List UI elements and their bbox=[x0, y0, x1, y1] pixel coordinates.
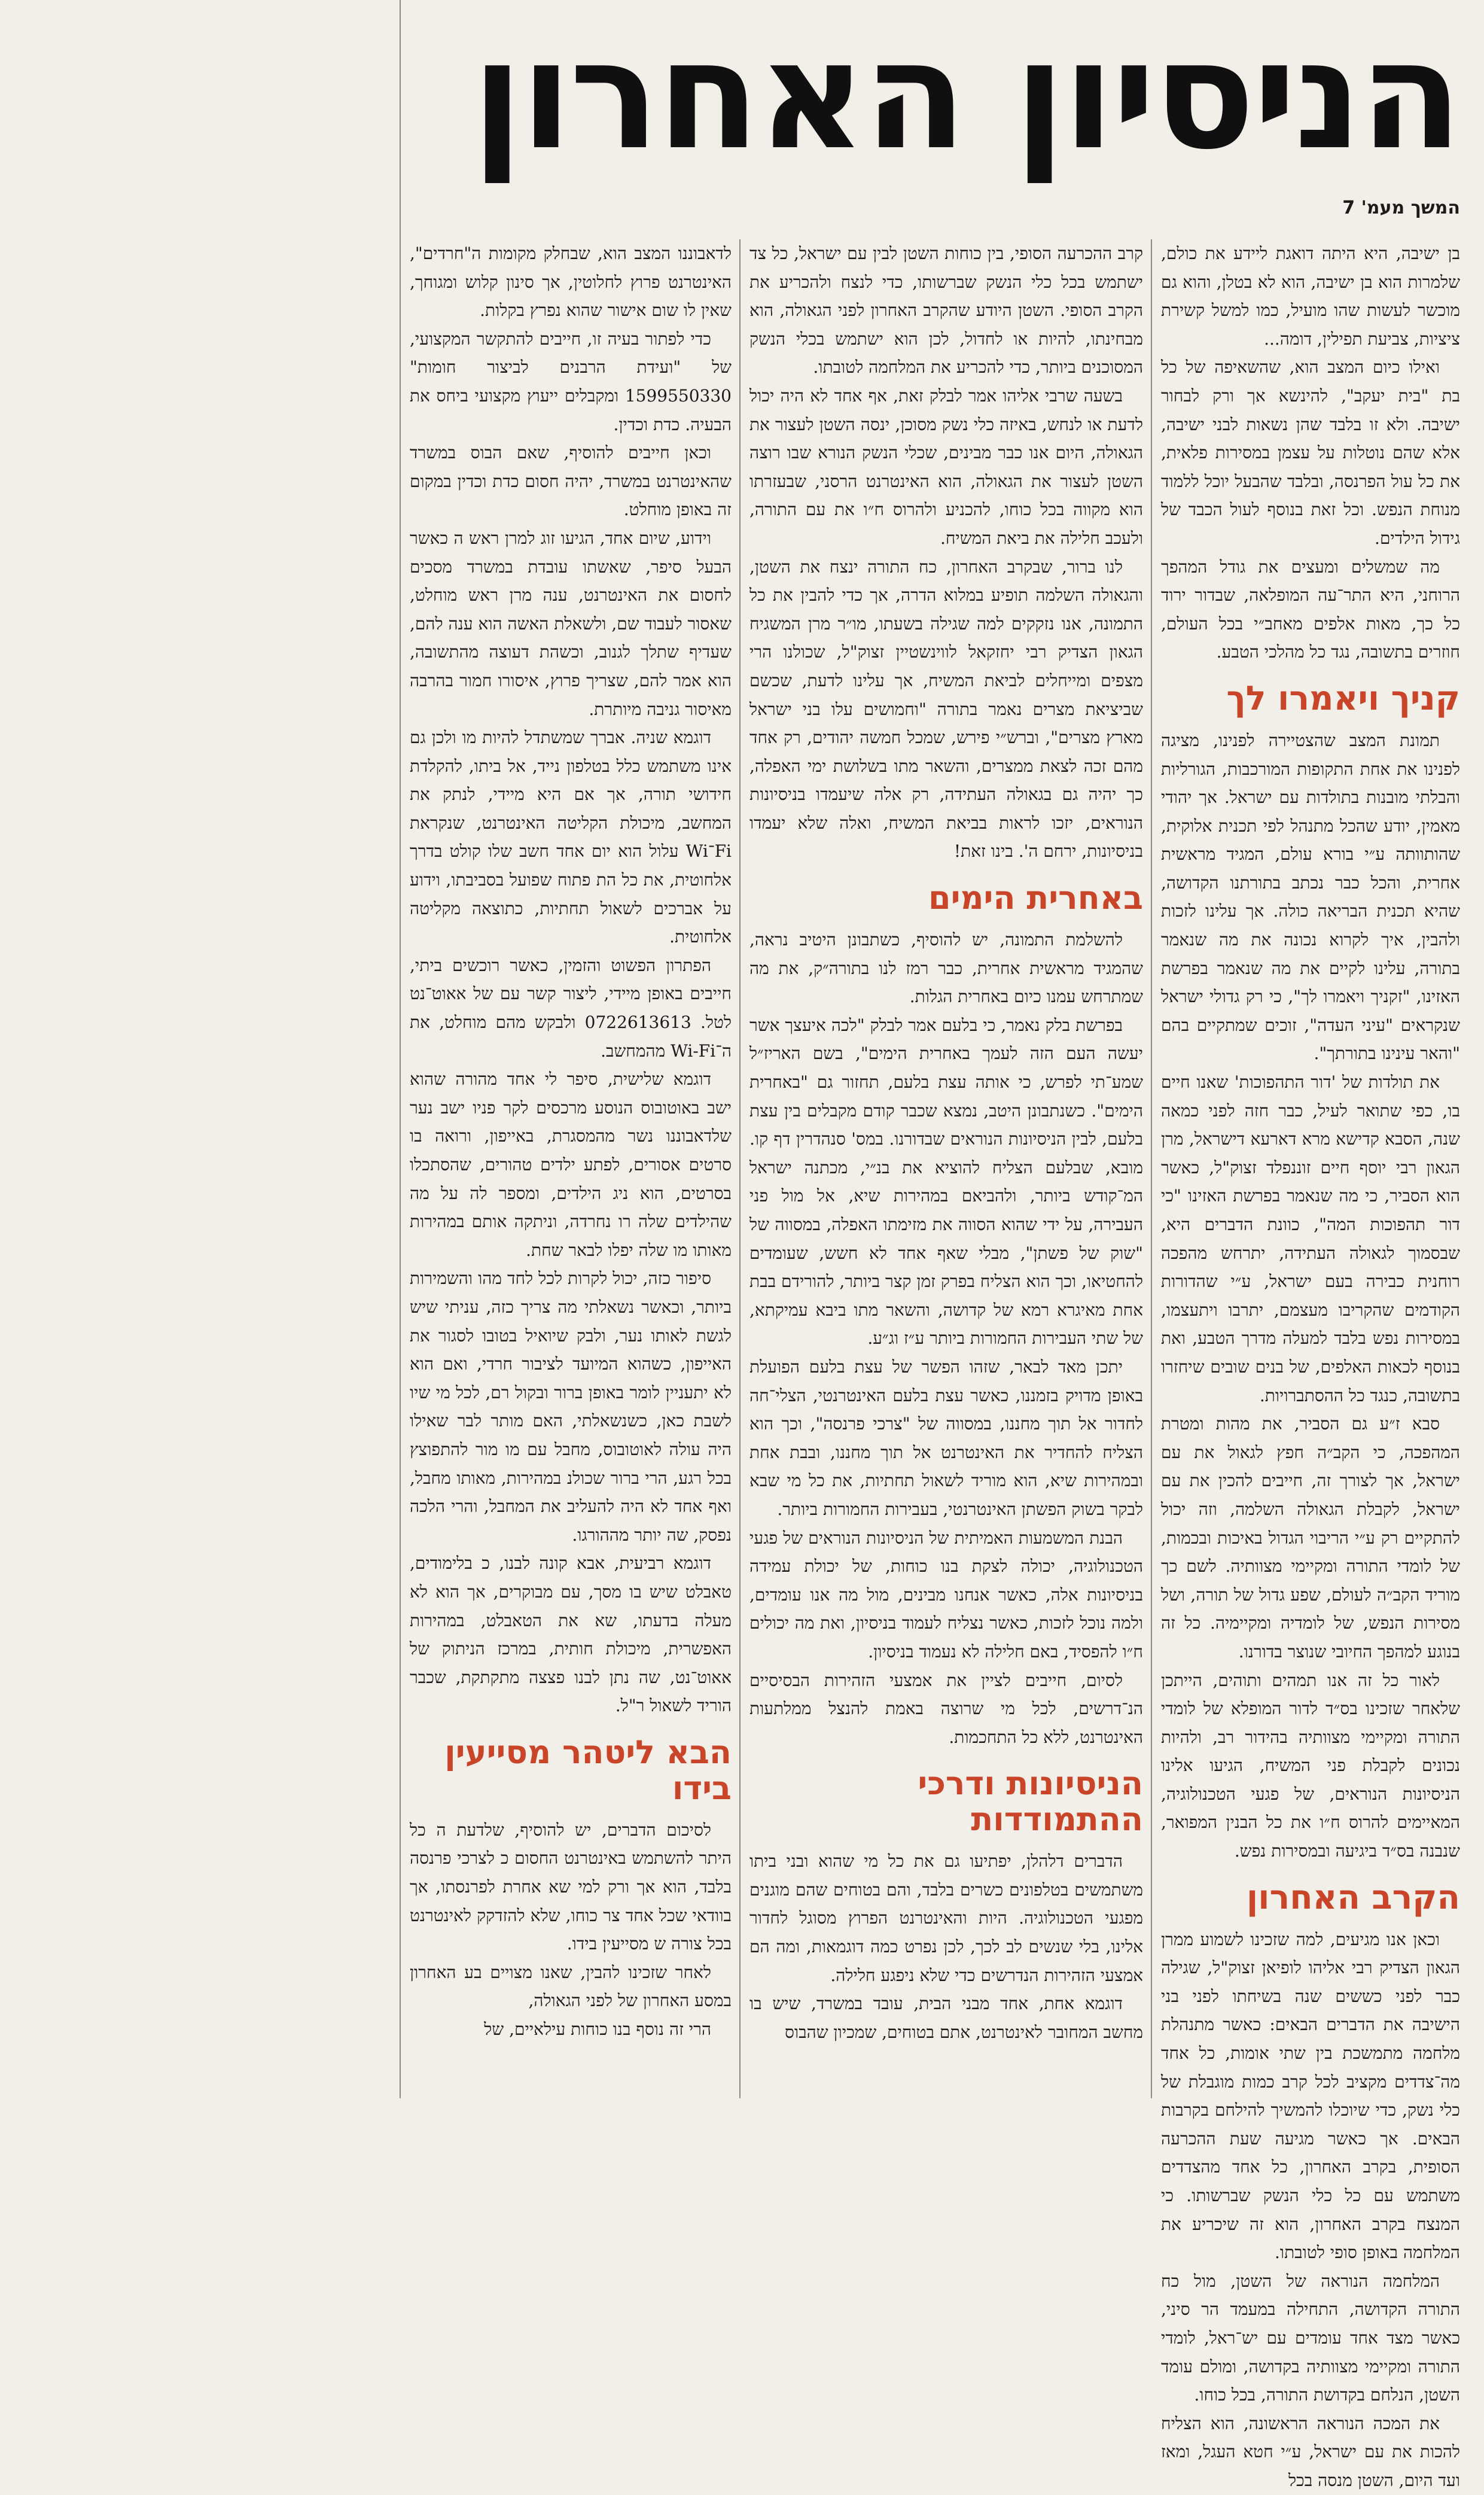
paragraph: בן ישיבה, היא היתה דואגת ליידע את כולם, שלמרות הוא בן ישיבה, הוא לא בטלן, והוא גם מוכשר לעשות שהו מועיל, כמו למשל קשירת ציציות, צביעת תפילין, דומה... bbox=[1161, 244, 1460, 349]
column-rule bbox=[1151, 239, 1152, 2098]
paragraph: בפרשת בלק נאמר, כי בלעם אמר לבלק "לכה איעצך אשר יעשה העם הזה לעמך באחרית הימים", בשם האריז״ל שמע־תי לפרש, כי אותה עצת בלעם, תחזור גם "באחרית הימים". כשנתבונן היטב, נמצא שכבר קודם מקבלים בין עצת בלעם, לבין הניסיונות הנוראים שבדורנו. במס' סנהדרין דף קו. מובא, שבלעם הצליח להוציא את בנ״י, מכתנה ישראל המ־קודש ביותר, ולהביאם במהירות שיא, אל מול פני העבירה, על ידי שהוא הסווה את מזימתו האפלה, במסווה של "שוק של פשתן", מבלי שאף אחד לא חשש, שעומדים להחטיאו, וכך הוא הצליח בפרק זמן קצר ביותר, להורידם בבת אחת מאיגרא רמא של קדושה, והשאר מתו ביבא עמיקתא, של שתי העבירות החמורות ביותר ע״ז וג״ע. bbox=[749, 1015, 1143, 1349]
paragraph: הפתרון הפשוט והזמין, כאשר רוכשים ביתי, חייבים באופן מיידי, ליצור קשר עם של אאוט־נט לטל. 0722613613 ולבקש מהם מוחלט, את ה־Wi-Fi מהמחשב. bbox=[410, 955, 732, 1061]
paragraph: יתכן מאד לבאר, שזהו הפשר של עצת בלעם הפועלת באופן מדויק בזמננו, כאשר עצת בלעם האינטרנטי, הצלי־חה לחדור אל תוך מחננו, במסווה של "צרכי פרנסה", וכך הוא הצליח להחדיר את האינטרנט אל תוך מחננו, ובבת אחת ובמהירות שיא, הוא מוריד לשאול תחתיות, את כל מי שבא לבקר בשוק הפשתן האינטרנטי, בעבירות החמורות ביותר. bbox=[749, 1356, 1143, 1519]
paragraph: כדי לפתור בעיה זו, חייבים להתקשר המקצועי, של "ועידת הרבנים לביצור חומות" 1599550330 ומקבלים ייעוץ מקצועי ביחס את הבעיה. כדת וכדין. bbox=[410, 328, 732, 434]
paragraph: לדאבוננו המצב הוא, שבחלק מקומות ה"חרדים", האינטרנט פרוץ לחלוטין, אך סינון קלוש ומגוחך, שאין לו שום אישור שהוא נפרץ בקלות. bbox=[410, 244, 732, 321]
paragraph: להשלמת התמונה, יש להוסיף, כשתבונן היטיב נראה, שהמגיד מראשית אחרית, כבר רמז לנו בתורה״ק, את מה שמתרחש עמנו כיום באחרית הגלות. bbox=[749, 930, 1143, 1007]
article-column-1 bbox=[1161, 239, 1460, 2490]
paragraph: דוגמא שלישית, סיפר לי אחד מהורה שהוא ישב באוטובוס הנוסע מרכסים לקר פניו ישב נער שלדאבוננו נשר מהמסגרת, באייפון, ורואה בו סרטים אסורים, לפתע ילדים טהורים, שהסתכלו בסרטים, הוא ניג הילדים, ומספר לה על מה שהילדים שלה רו נחרדה, וניתקה אותם במהירות מאותו מו שלה יפלו לבאר שחת. bbox=[410, 1069, 732, 1260]
paragraph: המלחמה הנוראה של השטן, מול כח התורה הקדושה, התחילה במעמד הר סיני, כאשר מצד אחד עומדים עם יש־ראל, לומדי התורה ומקיימי מצוותיה בקדושה, ומולם עומד השטן, הנלחם בקדושת התורה, בכל כוחו. bbox=[1161, 2271, 1460, 2405]
paragraph: סבא ז״ע גם הסביר, את מהות ומטרת המהפכה, כי הקב״ה חפץ לגאול את עם ישראל, אך לצורך זה, חייבים להכין את עם ישראל, לקבלת הגאולה השלמה, וזה יכול להתקיים רק ע״י הריבוי הגדול באיכות ובכמות, של לומדי התורה ומקיימי מצוותיה. לשם כך מוריד הקב״ה לעולם, שפע גדול של תורה, ושל מסירות הנפש, של לומדיה ומקיימיה. כל זה בנוגע למהפך החיובי שנוצר בדורנו. bbox=[1161, 1414, 1460, 1662]
paragraph: וכאן חייבים להוסיף, שאם הבוס במשרד שהאינטרנט במשרד, יהיה חסום כדת וכדין במקום זה באופן מוחלט. bbox=[410, 443, 732, 520]
continued-from-note: המשך מעמ' 7 bbox=[1342, 197, 1460, 218]
paragraph: את המכה הנוראה הראשונה, הוא הצליח להכות את עם ישראל, ע״י חטא העגל, ומאז ועד היום, השטן מנסה בכל bbox=[1161, 2413, 1460, 2490]
column-rule bbox=[739, 239, 741, 2098]
paragraph: הבנת המשמעות האמיתית של הניסיונות הנוראים של פגעי הטכנולוגיה, יכולה לצקת בנו כוחות, של יכולת עמידה בניסיונות אלה, כאשר אנחנו מבינים, מול מה אנו עומדים, ולמה נוכל לזכות, כאשר נצליח לעמוד בניסיון, ואת מה יכולים ח״ו להפסיד, באם חלילה לא נעמוד בניסיון. bbox=[749, 1528, 1143, 1662]
headline: הניסיון האחרון bbox=[471, 8, 1460, 182]
adjacent-page-column bbox=[0, 0, 392, 2098]
subheading: הקרב האחרון bbox=[1247, 1878, 1460, 1917]
paragraph: לסיכום הדברים, יש להוסיף, שלדעת ה כל היתר להשתמש באינטרנט החסום כ לצרכי פרנסה בלבד, הוא אך ורק למי שא אחרת לפרנסתו, אך בוודאי שכל אחד צר כוחו, שלא להזדקק לאינטרנט בכל צורה ש מסייעין בידו. bbox=[410, 1819, 732, 1954]
paragraph: קרב ההכרעה הסופי, בין כוחות השטן לבין עם ישראל, כל צד ישתמש בכל כלי הנשק שברשותו, כדי לנצח ולהכריע את הקרב הסופי. השטן היודע שהקרב האחרון לפני הגאולה, הוא מבחינתו, להיות או לחדול, לכן הוא ישתמש בכלי הנשק המסוכנים ביותר, כדי להכריע את המלחמה לטובתו. bbox=[749, 244, 1143, 378]
subheading: באחרית הימים bbox=[928, 879, 1143, 917]
paragraph: דוגמא רביעית, אבא קונה לבנו, כ בלימודים, טאבלט שיש בו מסך, עם מבוקרים, אך הוא לא מעלה בדעתו, שא את הטאבלט, במהירות האפשרית, מיכולת חותית, במרכז הניתוק של אאוט־נט, שה נתן לבנו פצצה מתקתקת, שכבר הוריד לשאול ר"ל. bbox=[410, 1553, 732, 1716]
paragraph: לאור כל זה אנו תמהים ותוהים, הייתכן שלאחר שזכינו בס״ד לדור המופלא של לומדי התורה ומקיימי מצוותיה בהידור רב, ולהיות נכונים לקבלת פני המשיח, הגיעו אלינו הניסיונות הנוראים, של פגעי הטכנולוגיה, המאיימים להרוס ח״ו את כל הבנין המפואר, שנבנה בס״ד ביגיעה ובמסירות נפש. bbox=[1161, 1670, 1460, 1861]
paragraph: וכאן אנו מגיעים, למה שזכינו לשמוע ממרן הגאון הצדיק רבי אליהו לופיאן זצוק"ל, שגילה כבר לפני כששים שנה בשיחתו לפני בני הישיבה את הדברים הבאים: כאשר מתנהלת מלחמה מתמשכת בין שתי אומות, כל אחד מה־צדדים מקציב לכל קרב כמות מוגבלת של כלי נשק, כדי שיוכלו להמשיך להילחם בקרבות הבאים. אך כאשר מגיעה שעת ההכרעה הסופית, בקרב האחרון, כל אחד מהצדדים משתמש עם כל כלי הנשק שברשותו. כי המנצח בקרב האחרון, הוא זה שיכריע את המלחמה באופן סופי לטובתו. bbox=[1161, 1929, 1460, 2263]
subheading: הבא ליטהר מסייעין בידו bbox=[444, 1733, 732, 1807]
adjacent-page-text bbox=[0, 0, 392, 6]
paragraph: תמונת המצב שהצטיירה לפנינו, מציגה לפנינו את אחת התקופות המורכבות, הגורליות והבלתי מובנות בתולדות עם ישראל. אך יהודי מאמין, יודע שהכל מתנהל לפי תכנית אלוקית, שהותוותה ע״י בורא עולם, המגיד מראשית אחרית, והכל כבר נכתב בתורתנו הקדושה, שהיא תכנית הבריאה כולה. אך עלינו לזכות ולהבין, איך לקרוא נכונה את מה שנאמר בתורה, עלינו לקיים את מה שנאמר בפרשת האזינו, "זקניך ויאמרו לך", כי רק גדולי ישראל שנקראים "עיני העדה", זוכים שמתקיים בהם "והאר עינינו בתורתך". bbox=[1161, 730, 1460, 1064]
paragraph: את תולדות של 'דור התהפוכות' שאנו חיים בו, כפי שתואר לעיל, כבר חזה לפני כמאה שנה, הסבא קדישא מרא דארעא דישראל, מרן הגאון רבי יוסף חיים זוננפלד זצוק"ל, כאשר הוא הסביר, כי מה שנאמר בפרשת האזינו "כי דור תהפוכות המה", כוונת הדברים היא, שבסמוך לגאולה העתידה, יתרחש מהפכה רוחנית כבירה בעם ישראל, ע״י שהדורות הקודמים שהקריבו מעצמם, יתרבו ויתעצמו, במסירות נפש בלבד למעלה מדרך הטבע, ואת בנוסף לכאות האלפים, של בנים שובים שיחזרו בתשובה, כנגד כל ההסתברויות. bbox=[1161, 1072, 1460, 1405]
subheading: הניסיונות ודרכי ההתמודדות bbox=[918, 1764, 1143, 1839]
paragraph: לנו ברור, שבקרב האחרון, כח התורה ינצח את השטן, והגאולה השלמה תופיע במלוא הדרה, אך כדי להבין את כל התמונה, אנו נזקקים למה שגילה בשעתו, מו״ר מרן המשגיח הגאון הצדיק רבי יחזקאל לווינשטיין זצוק"ל, שכולנו הרי מצפים ומייחלים לביאת המשיח, אך עלינו לדעת, שכשם שביציאת מצרים נאמר בתורה "וחמושים עלו בני ישראל מארץ מצרים", וברש״י פירש, שמכל חמשה יהודים, רק אחד מהם זכה לצאת ממצרים, והשאר מתו בשלושת ימי האפלה, כך יהיה גם בגאולה העתידה, רק אלה שיעמדו בניסיונות הנוראים, יזכו לראות בביאת המשיח, ואלה שלא יעמדו בניסיונות, ירחם ה'. בינו זאת! bbox=[749, 556, 1143, 862]
column-rule bbox=[400, 0, 401, 2098]
subheading: קניך ויאמרו לך bbox=[1226, 678, 1460, 718]
paragraph: לסיום, חייבים לציין את אמצעי הזהירות הבסיסיים הנ־דרשים, לכל מי שרוצה באמת להנצל ממלתעות האינטרנט, ללא כל התחכמות. bbox=[749, 1670, 1143, 1747]
article-column-2 bbox=[749, 239, 1143, 2098]
article-column-3 bbox=[410, 239, 732, 2098]
paragraph: מה שמשלים ומעצים את גודל המהפך הרוחני, היא התר־עה המופלאה, שבדור ירוד כל כך, מאות אלפים מאחב״י בכל העולם, חוזרים בתשובה, נגד כל מהלכי הטבע. bbox=[1161, 556, 1460, 662]
paragraph: דוגמא שניה. אברך שמשתדל להיות מו ולכן גם אינו משתמש כלל בטלפון נייד, אל ביתו, להקלדת חידושי תורה, אך אם היא מיידי, לנתק את המחשב, מיכולת הקליטה האינטרנט, שנקראת Fi־Wi עלול הוא יום אחד חשב שלו קולט בדרך אלחוטית, את כל הת פתוח שפועל בסביבתו, וידוע על אברכים לשאול תחתיות, כתוצאה מקליטה אלחוטית. bbox=[410, 728, 732, 947]
paragraph: לאחר שזכינו להבין, שאנו מצויים בע האחרון במסע האחרון של לפני הגאולה, bbox=[410, 1962, 732, 2011]
paragraph: הדברים דלהלן, יפתיעו גם את כל מי שהוא ובני ביתו משתמשים בטלפונים כשרים בלבד, והם בטוחים שהם מוגנים מפגעי הטכנולוגיה. היות והאינטרנט הפרוץ מסוגל לחדור אלינו, בלי שנשים לב לכך, לכן נפרט כמה דוגמאות, ומה הם אמצעי הזהירות הנדרשים כדי שלא ניפגע חלילה. bbox=[749, 1851, 1143, 1985]
paragraph: דוגמא אחת, אחד מבני הבית, עובד במשרד, שיש בו מחשב המחובר לאינטרנט, אתם בטוחים, שמכיון שהבוס bbox=[749, 1994, 1143, 2042]
paragraph: וידוע, שיום אחד, הגיעו זוג למרן ראש ה כאשר הבעל סיפר, שאשתו עובדת במשרד מסכים לחסום את האינטרנט, ענה מרן ראש מוחלט, שאסור לעבוד שם, ולשאלת האשה הוא ענה להם, שעדיף שתלך לגנוב, וכשהת דעוצה מהתשובה, הוא אמר להם, שצריך פרוץ, איסורו חמור בהרבה מאיסור גניבה מיותרת. bbox=[410, 528, 732, 719]
paragraph: הרי זה נוסף בנו כוחות עילאיים, של bbox=[484, 2019, 711, 2040]
paragraph: סיפור כזה, יכול לקרות לכל לחד מהו והשמירות ביותר, וכאשר נשאלתי מה צריך כזה, עניתי שיש לגשת לאותו נער, ולבק שיואיל בטובו לסגור את האייפון, כשהוא המיועד לציבור חרדי, ואם הוא לא יתעניין לומר באופן ברור ובקול רם, לכל מי שיו לשבת כאן, כשנשאלתי, האם מותר לבר שאילו היה עולה לאוטובוס, מחבל עם מו מור להתפוצץ בכל רגע, הרי ברור שכולנ במהירות, מאותו מחבל, ואף אחד לא היה להעליב את המחבל, והרי הלכה נפסק, שה יותר מההורגו. bbox=[410, 1268, 732, 1545]
paragraph: ואילו כיום המצב הוא, שהשאיפה של כל בת "בית יעקב", להינשא אך ורק לבחור ישיבה. ולא זו בלבד שהן נשאות לבני ישיבה, אלא שהם נוטלות על עצמן במסירות פלאית, את כל עול הפרנסה, ובלבד שהבעל יוכל ללמוד מנוחת הנפש. וכל זאת בנוסף לעול הכבד של גידול הילדים. bbox=[1161, 357, 1460, 548]
paragraph: בשעה שרבי אליהו אמר לבלק זאת, אף אחד לא היה יכול לדעת או לנחש, באיזה כלי נשק מסוכן, ינסה השטן לעצור את הגאולה, היום אנו כבר מבינים, שכלי הנשק הנורא שבו רוצה השטן לעצור את הגאולה, הוא האינטרנט הרסני, שבעזרתו הוא מקווה בכל כוחו, להכניע ולהרוס ח״ו את עם התורה, ולעכב חלילה את ביאת המשיח. bbox=[749, 385, 1143, 548]
